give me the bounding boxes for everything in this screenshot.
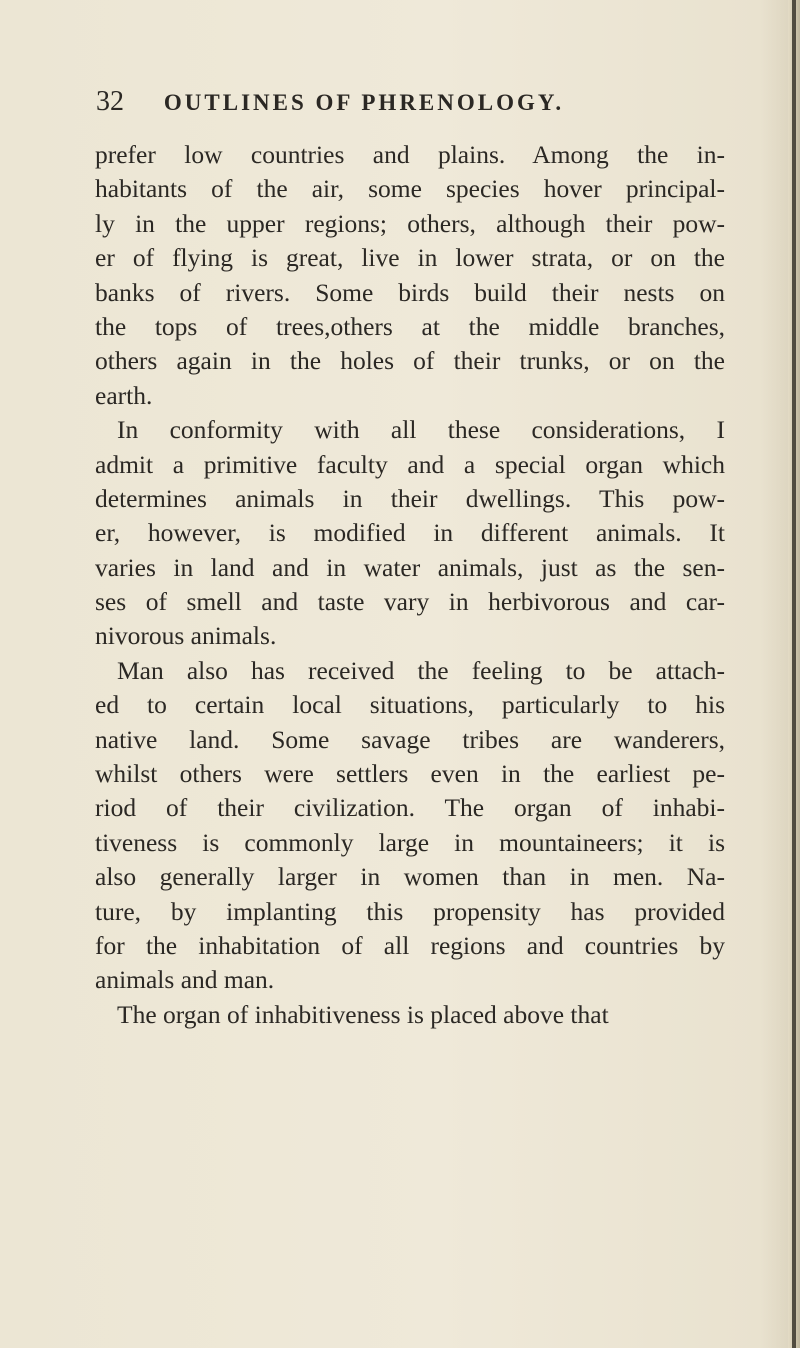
text-line: native land. Some savage tribes are wanderers, [95, 724, 725, 754]
text-line: determines animals in their dwellings. This pow- [95, 483, 725, 513]
text-line: tiveness is commonly large in mountaineers; it is [95, 827, 725, 857]
text-line: habitants of the air, some species hover principal- [95, 174, 725, 204]
binding-edge-line [792, 0, 796, 1348]
text-line: earth. [95, 380, 153, 410]
text-line: whilst others were settlers even in the earliest pe- [95, 759, 725, 789]
text-line: Man also has received the feeling to be attach- [117, 655, 725, 685]
text-line: also generally larger in women than in men. Na- [95, 862, 725, 892]
body-text [95, 138, 725, 1032]
text-line: the tops of trees,others at the middle branches, [95, 311, 725, 341]
text-line: riod of their civilization. The organ of inhabi- [95, 793, 725, 823]
text-line: for the inhabitation of all regions and countries by [95, 930, 725, 960]
text-line: ses of smell and taste vary in herbivorous and car- [95, 587, 725, 617]
text-line: ed to certain local situations, particularly to his [95, 690, 725, 720]
text-line: admit a primitive faculty and a special organ which [95, 449, 725, 479]
running-head-title: OUTLINES OF PHRENOLOGY. [163, 90, 565, 115]
text-line: others again in the holes of their trunks, or on the [95, 346, 725, 376]
text-line: prefer low countries and plains. Among the in- [95, 140, 725, 169]
text-line: er, however, is modified in different animals. It [95, 518, 725, 548]
text-line: animals and man. [95, 965, 275, 995]
page-number: 32 [96, 86, 124, 117]
text-line: er of flying is great, live in lower strata, or on the [95, 243, 725, 273]
running-head [96, 86, 736, 122]
text-line: varies in land and in water animals, just as the sen- [95, 552, 725, 582]
text-line: In conformity with all these considerations, I [117, 415, 725, 445]
text-line: ly in the upper regions; others, although their pow- [95, 208, 725, 238]
text-line: The organ of inhabitiveness is placed above that [117, 999, 609, 1029]
text-line: banks of rivers. Some birds build their nests on [95, 277, 725, 307]
text-line: nivorous animals. [95, 621, 277, 651]
text-line: ture, by implanting this propensity has provided [95, 896, 725, 926]
